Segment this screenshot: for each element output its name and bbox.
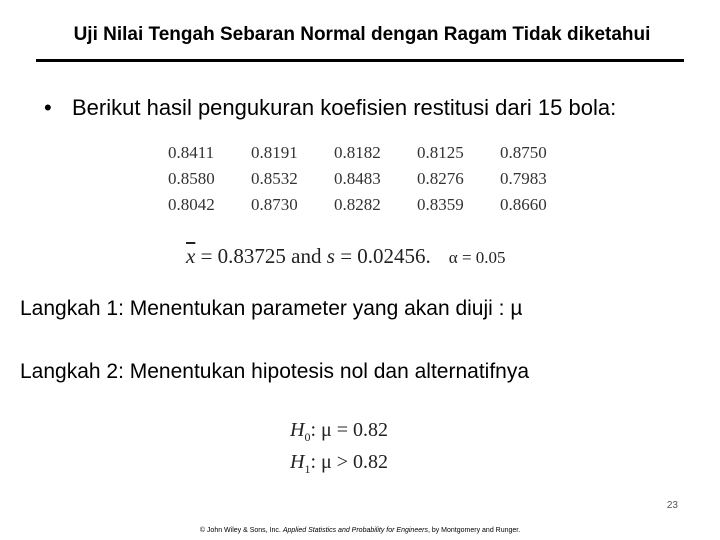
table-row [168,192,583,218]
step-1: Langkah 1: Menentukan parameter yang akan diuji : µ [20,297,523,320]
table-cell: 0.8191 [251,143,298,162]
table-cell: 0.8580 [168,169,215,188]
footer-suffix: , by Montgomery and Runger. [427,527,521,534]
s-symbol: s [326,244,335,268]
alpha-value: α = 0.05 [448,248,506,267]
h1-statement: : μ > 0.82 [310,451,389,473]
table-cell: 0.8276 [417,169,464,188]
table-cell: 0.8411 [168,143,215,162]
measurement-table [168,140,583,218]
alternative-hypothesis [290,451,388,477]
table-cell: 0.8359 [417,195,464,214]
table-cell: 0.8532 [251,169,298,188]
sd-value: = 0.02456. [334,244,431,268]
footer-prefix: © John Wiley & Sons, Inc. [199,527,281,534]
table-row [168,140,583,166]
xbar-symbol: $\overline{x}$ [186,244,196,268]
h1-letter: H [290,451,305,473]
table-cell: 0.8660 [500,195,547,214]
bullet-icon: • [44,95,52,120]
table-cell: 0.8282 [334,195,381,214]
h0-subscript: 0 [304,430,311,444]
h1-subscript: 1 [304,462,311,476]
page-number: 23 [666,500,678,511]
null-hypothesis [290,419,388,445]
summary-statistics [186,244,506,269]
table-cell: 0.8042 [168,195,215,214]
table-cell: 0.8730 [251,195,298,214]
table-cell: 0.7983 [500,169,547,188]
table-cell: 0.8182 [334,143,381,162]
h0-letter: H [290,419,305,441]
mean-value: = 0.83725 and [195,244,327,268]
h0-statement: : μ = 0.82 [310,419,389,441]
slide-title: Uji Nilai Tengah Sebaran Normal dengan Ragam Tidak diketahui [73,24,651,45]
copyright-footer [0,527,720,534]
table-cell: 0.8750 [500,143,547,162]
table-cell: 0.8125 [417,143,464,162]
step-2: Langkah 2: Menentukan hipotesis nol dan alternatifnya [20,360,530,383]
table-row [168,166,583,192]
footer-book-title: Applied Statistics and Probability for Engineers [282,527,428,534]
title-underline [36,59,684,62]
table-cell: 0.8483 [334,169,381,188]
bullet-text: Berikut hasil pengukuran koefisien restitusi dari 15 bola: [72,95,617,120]
